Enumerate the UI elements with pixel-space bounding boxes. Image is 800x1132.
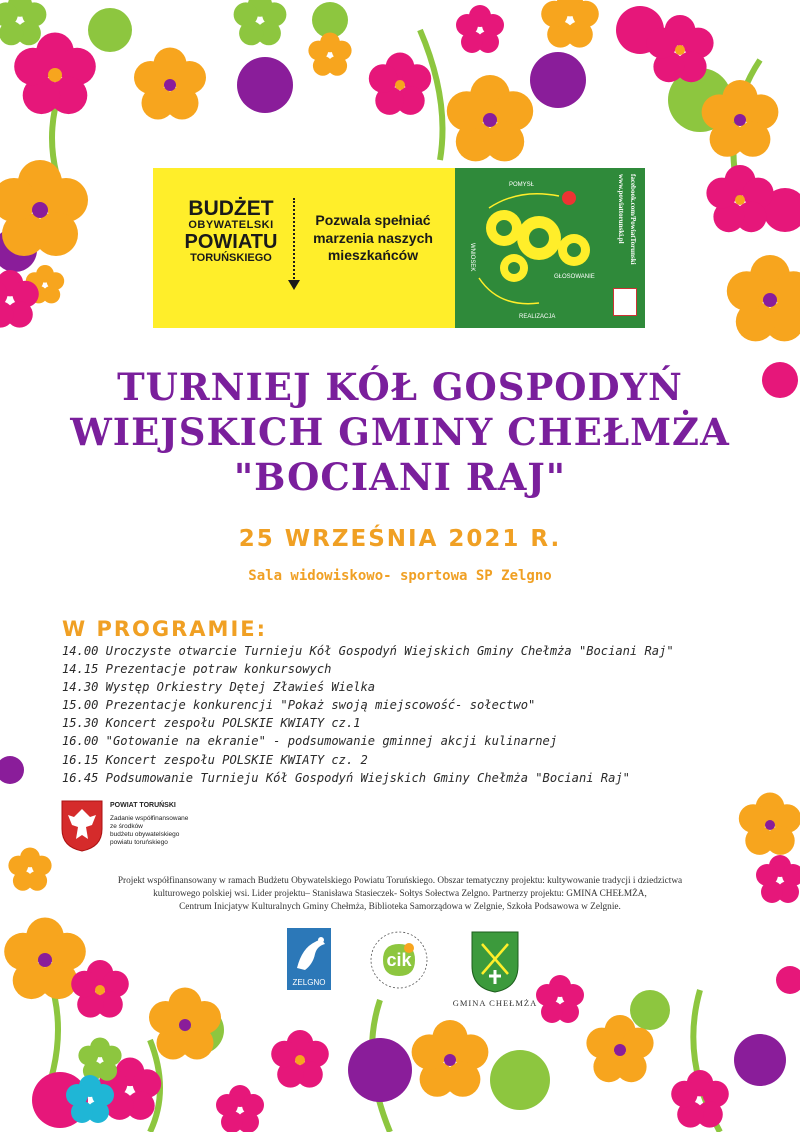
sponsor-block — [60, 799, 220, 859]
banner-title — [171, 198, 291, 264]
cik-label: cik — [386, 950, 412, 970]
banner-tagline — [303, 212, 443, 265]
program-heading: W PROGRAMIE: — [62, 617, 268, 641]
banner-line3: POWIATU — [184, 230, 278, 253]
sponsor-desc-line: powiatu toruńskiego — [110, 839, 168, 846]
diagram-label-idea: POMYSŁ — [509, 182, 535, 188]
url-text: www.powiattorunski.pl — [617, 174, 625, 244]
sponsor-desc-line: ze środków — [110, 823, 143, 830]
zelgno-logo — [287, 928, 331, 990]
gmina-chelmza-crest — [470, 930, 520, 994]
banner-line2: OBYWATELSKI — [188, 219, 274, 232]
tagline-line2: marzenia naszych — [313, 229, 433, 246]
zelgno-label: ZELGNO — [292, 978, 326, 987]
title-line1: TURNIEJ KÓŁ GOSPODYŃ — [117, 365, 683, 409]
facebook-text: facebook.com/PowiatTorunski — [629, 174, 637, 265]
banner-line1: BUDŻET — [188, 197, 274, 220]
sponsor-description — [110, 815, 220, 847]
budget-banner — [153, 168, 645, 328]
diagram-label-application: WNIOSEK — [469, 243, 475, 272]
program-item: 15.00 Prezentacje konkurencji "Pokaż swoją miejscowość- sołectwo" — [62, 698, 536, 713]
powiat-crest-icon — [60, 799, 104, 853]
event-title — [40, 365, 760, 500]
arrow-down-icon — [288, 280, 300, 290]
event-date: 25 WRZEŚNIA 2021 R. — [238, 526, 562, 552]
title-line3: "BOCIANI RAJ" — [233, 455, 567, 499]
dotted-arrow-line — [293, 198, 297, 286]
stork-icon — [287, 928, 331, 978]
program-item: 16.00 "Gotowanie na ekranie" - podsumowanie gminnej akcji kulinarnej — [62, 734, 558, 749]
sponsor-desc-line: budżetu obywatelskiego — [110, 831, 180, 838]
program-item: 14.30 Występ Orkiestry Dętej Zławieś Wielka — [62, 680, 376, 695]
program-item: 14.15 Prezentacje potraw konkursowych — [62, 662, 332, 677]
diagram-label-realization: REALIZACJA — [519, 314, 556, 320]
sponsor-desc-line: Zadanie współfinansowane — [110, 815, 189, 822]
footer-line: Projekt współfinansowany w ramach Budżetu Obywatelskiego Powiatu Toruńskiego. Obszar tematyczny projektu: kultywowanie tradycji i dziedzictwa — [117, 876, 683, 886]
title-line2: WIEJSKICH GMINY CHEŁMŻA — [70, 410, 730, 454]
sponsor-name: POWIAT TORUŃSKI — [110, 802, 176, 809]
program-item: 16.15 Koncert zespołu POLSKIE KWIATY cz. 2 — [62, 752, 368, 767]
footer-line: Centrum Inicjatyw Kulturalnych Gminy Chełmża, Biblioteka Samorządowa w Zelgnie, Szkoła Podsawowa w Zelgnie. — [179, 902, 621, 912]
diagram-label-voting: GŁOSOWANIE — [554, 274, 595, 280]
powiat-crest-icon — [613, 288, 637, 316]
gears-diagram-icon — [459, 168, 609, 328]
program-item: 16.45 Podsumowanie Turnieju Kół Gospodyń Wiejskich Gminy Chełmża "Bociani Raj" — [62, 770, 630, 785]
banner-green-panel — [455, 168, 645, 328]
gmina-name: GMINA CHEŁMŻA — [452, 998, 538, 1008]
banner-line4: TORUŃSKIEGO — [190, 251, 272, 264]
cik-logo — [369, 930, 429, 990]
tagline-line1: Pozwala spełniać — [315, 212, 431, 228]
program-item: 15.30 Koncert zespołu POLSKIE KWIATY cz.1 — [62, 716, 361, 731]
gmina-crest-icon — [470, 930, 520, 994]
footer-line: kulturowego polskiej wsi. Lider projektu– Stanisława Stasieczek- Sołtys Sołectwa Zelgno. Partnerzy projektu: GMINA CHEŁMŻA, — [153, 889, 647, 899]
tagline-line3: mieszkańców — [327, 247, 419, 263]
footer-text — [70, 875, 730, 914]
program-list — [62, 642, 782, 787]
program-item: 14.00 Uroczyste otwarcie Turnieju Kół Gospodyń Wiejskich Gminy Chełmża "Bociani Raj" — [62, 644, 674, 658]
event-venue: Sala widowiskowo- sportowa SP Zelgno — [248, 568, 552, 584]
